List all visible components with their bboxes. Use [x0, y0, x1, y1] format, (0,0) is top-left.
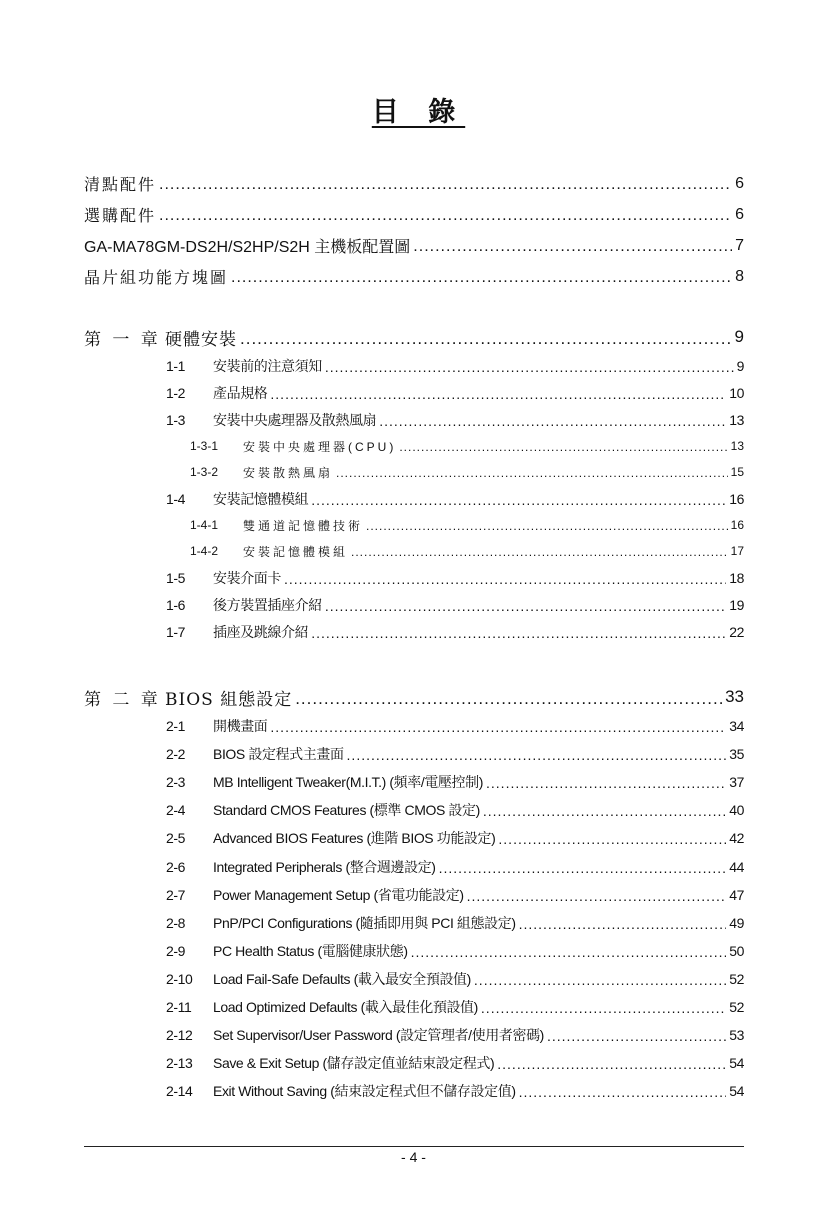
dot-leader — [366, 519, 728, 531]
entry-title: 安裝前的注意須知 — [213, 357, 322, 374]
toc-entry[interactable] — [84, 712, 744, 740]
dot-leader — [311, 492, 726, 506]
entry-page-number: 54 — [729, 1083, 744, 1100]
front-matter-list — [84, 168, 744, 292]
entry-title: 產品規格 — [213, 384, 268, 401]
entry-title: 安裝介面卡 — [213, 569, 281, 586]
entry-title: Power Management Setup (省電功能設定) — [213, 886, 464, 903]
dot-leader — [240, 329, 732, 346]
entry-page-number: 16 — [730, 518, 744, 532]
entry-number: 2-5 — [166, 830, 186, 847]
entry-title: 雙通道記憶體技術 — [243, 518, 364, 533]
dot-leader — [519, 1084, 727, 1098]
entry-number: 1-1 — [166, 357, 186, 374]
entry-page-number: 47 — [729, 886, 744, 903]
toc-entry[interactable] — [84, 591, 744, 618]
dot-leader — [325, 598, 726, 612]
dot-leader — [439, 860, 727, 874]
entry-title: Set Supervisor/User Password (設定管理者/使用者密碼) — [213, 1027, 544, 1044]
entry-number: 2-2 — [166, 746, 186, 763]
entry-page-number: 37 — [729, 774, 744, 791]
entry-page-number: 16 — [729, 490, 744, 507]
entry-number: 1-3-2 — [190, 465, 219, 479]
entry-number: 第 二 章 — [84, 689, 161, 710]
entry-number: 1-4 — [166, 490, 186, 507]
toc-entry[interactable] — [84, 538, 744, 564]
dot-leader — [497, 1056, 726, 1070]
dot-leader — [413, 238, 732, 254]
entry-number: 2-7 — [166, 886, 186, 903]
dot-leader — [486, 775, 726, 789]
toc-entry[interactable] — [84, 740, 744, 768]
entry-title: Load Fail-Safe Defaults (載入最安全預設值) — [213, 970, 471, 987]
entry-title: Integrated Peripherals (整合週邊設定) — [213, 858, 436, 875]
dot-leader — [498, 831, 726, 845]
entry-title: 清點配件 — [84, 175, 157, 194]
toc-entry[interactable] — [84, 459, 744, 485]
entry-number: 2-10 — [166, 970, 193, 987]
entry-title: MB Intelligent Tweaker(M.I.T.) (頻率/電壓控制) — [213, 774, 484, 791]
entry-title: 硬體安裝 — [165, 329, 237, 350]
dot-leader — [519, 916, 727, 930]
entry-title: 選購配件 — [84, 206, 157, 225]
entry-page-number: 9 — [736, 357, 744, 374]
toc-entry[interactable] — [84, 379, 744, 406]
dot-leader — [325, 359, 734, 373]
entry-page-number: 6 — [735, 174, 744, 192]
toc-entry[interactable] — [84, 618, 744, 645]
toc-entry[interactable] — [84, 1077, 744, 1105]
entry-page-number: 54 — [729, 1055, 744, 1072]
dot-leader — [351, 545, 728, 557]
entry-page-number: 22 — [729, 623, 744, 640]
dot-leader — [159, 176, 732, 192]
dot-leader — [284, 571, 726, 585]
entry-number: 1-3-1 — [190, 439, 219, 453]
entry-page-number: 53 — [729, 1027, 744, 1044]
entry-title: 安裝散熱風扇 — [243, 465, 334, 480]
toc-entry[interactable] — [84, 824, 744, 852]
entry-page-number: 44 — [729, 858, 744, 875]
toc-entry[interactable] — [84, 433, 744, 459]
entry-title: PnP/PCI Configurations (隨插即用與 PCI 組態設定) — [213, 914, 516, 931]
entry-page-number: 33 — [725, 687, 744, 706]
entry-page-number: 42 — [729, 830, 744, 847]
toc-entry[interactable] — [84, 1049, 744, 1077]
chapter-2-list — [84, 682, 744, 1105]
toc-entry[interactable] — [84, 352, 744, 379]
entry-title: 安裝中央處理器及散熱風扇 — [213, 411, 377, 428]
entry-title: 插座及跳線介紹 — [213, 623, 309, 640]
entry-number: 2-11 — [166, 998, 192, 1015]
toc-entry[interactable] — [84, 485, 744, 512]
dot-leader — [474, 972, 726, 986]
entry-title: 安裝中央處理器(CPU) — [243, 439, 397, 454]
entry-page-number: 7 — [735, 236, 744, 254]
entry-number: 2-4 — [166, 802, 186, 819]
dot-leader — [547, 1028, 726, 1042]
chapter-1-list — [84, 322, 744, 645]
entry-page-number: 9 — [734, 327, 744, 346]
footer-page-number: - 4 - — [401, 1149, 426, 1165]
entry-number: 2-8 — [166, 914, 186, 931]
entry-title: 晶片組功能方塊圖 — [84, 268, 229, 287]
entry-title: Advanced BIOS Features (進階 BIOS 功能設定) — [213, 830, 496, 847]
footer-divider — [84, 1146, 744, 1147]
entry-title: BIOS 組態設定 — [165, 689, 293, 710]
entry-page-number: 50 — [729, 942, 744, 959]
dot-leader — [481, 1000, 726, 1014]
dot-leader — [311, 625, 726, 639]
entry-page-number: 13 — [729, 411, 744, 428]
toc-entry[interactable] — [84, 768, 744, 796]
entry-number: 第 一 章 — [84, 329, 161, 350]
chapter-heading[interactable] — [84, 322, 744, 352]
entry-title: 開機畫面 — [213, 718, 268, 735]
dot-leader — [231, 269, 732, 285]
entry-page-number: 13 — [730, 439, 744, 453]
entry-number: 1-6 — [166, 596, 186, 613]
toc-entry[interactable] — [84, 965, 744, 993]
toc-entry[interactable] — [84, 168, 744, 199]
entry-title: Exit Without Saving (結束設定程式但不儲存設定值) — [213, 1083, 516, 1100]
entry-title: 安裝記憶體模組 — [243, 544, 349, 559]
entry-number: 1-3 — [166, 411, 186, 428]
toc-entry[interactable] — [84, 261, 744, 292]
toc-entry[interactable] — [84, 512, 744, 538]
entry-title: BIOS 設定程式主畫面 — [213, 746, 344, 763]
entry-number: 1-2 — [166, 384, 186, 401]
entry-title: Standard CMOS Features (標準 CMOS 設定) — [213, 802, 480, 819]
toc-entry[interactable] — [84, 230, 744, 261]
dot-leader — [347, 747, 727, 761]
entry-number: 2-13 — [166, 1055, 193, 1072]
chapter-heading[interactable] — [84, 682, 744, 712]
entry-number: 1-7 — [166, 623, 186, 640]
toc-entry[interactable] — [84, 881, 744, 909]
entry-page-number: 19 — [729, 596, 744, 613]
entry-number: 1-4-1 — [190, 518, 219, 532]
toc-entry[interactable] — [84, 1021, 744, 1049]
dot-leader — [411, 944, 727, 958]
entry-title: Save & Exit Setup (儲存設定值並結束設定程式) — [213, 1055, 495, 1072]
toc-entry[interactable] — [84, 564, 744, 591]
entry-page-number: 17 — [730, 544, 744, 558]
entry-page-number: 6 — [735, 205, 744, 223]
toc-entry[interactable] — [84, 909, 744, 937]
entry-title: 後方裝置插座介紹 — [213, 596, 322, 613]
dot-leader — [399, 440, 727, 452]
entry-title: Load Optimized Defaults (載入最佳化預設值) — [213, 998, 478, 1015]
entry-number: 1-5 — [166, 569, 186, 586]
dot-leader — [467, 888, 727, 902]
dot-leader — [270, 719, 726, 733]
entry-title: PC Health Status (電腦健康狀態) — [213, 942, 408, 959]
dot-leader — [159, 207, 732, 223]
entry-page-number: 40 — [729, 802, 744, 819]
entry-page-number: 8 — [735, 267, 744, 285]
toc-entry[interactable] — [84, 199, 744, 230]
dot-leader — [270, 386, 726, 400]
entry-page-number: 34 — [729, 718, 744, 735]
dot-leader — [483, 803, 726, 817]
entry-page-number: 18 — [729, 569, 744, 586]
entry-page-number: 49 — [729, 914, 744, 931]
entry-title: 安裝記憶體模組 — [213, 490, 309, 507]
entry-number: 2-14 — [166, 1083, 193, 1100]
toc-entry[interactable] — [84, 406, 744, 433]
toc-entry[interactable] — [84, 993, 744, 1021]
dot-leader — [295, 689, 722, 706]
page-title: 目 錄 — [371, 97, 466, 128]
entry-number: 2-9 — [166, 942, 186, 959]
toc-entry[interactable] — [84, 796, 744, 824]
entry-page-number: 52 — [729, 998, 744, 1015]
entry-page-number: 10 — [729, 384, 744, 401]
entry-page-number: 15 — [730, 465, 744, 479]
entry-number: 2-3 — [166, 774, 186, 791]
toc-entry[interactable] — [84, 852, 744, 880]
dot-leader — [336, 466, 728, 478]
entry-number: 2-1 — [166, 718, 186, 735]
entry-number: 2-12 — [166, 1027, 193, 1044]
dot-leader — [379, 413, 726, 427]
entry-page-number: 52 — [729, 970, 744, 987]
entry-number: 1-4-2 — [190, 544, 219, 558]
entry-title: GA-MA78GM-DS2H/S2HP/S2H 主機板配置圖 — [84, 239, 411, 256]
entry-page-number: 35 — [729, 746, 744, 763]
entry-number: 2-6 — [166, 858, 186, 875]
toc-entry[interactable] — [84, 937, 744, 965]
